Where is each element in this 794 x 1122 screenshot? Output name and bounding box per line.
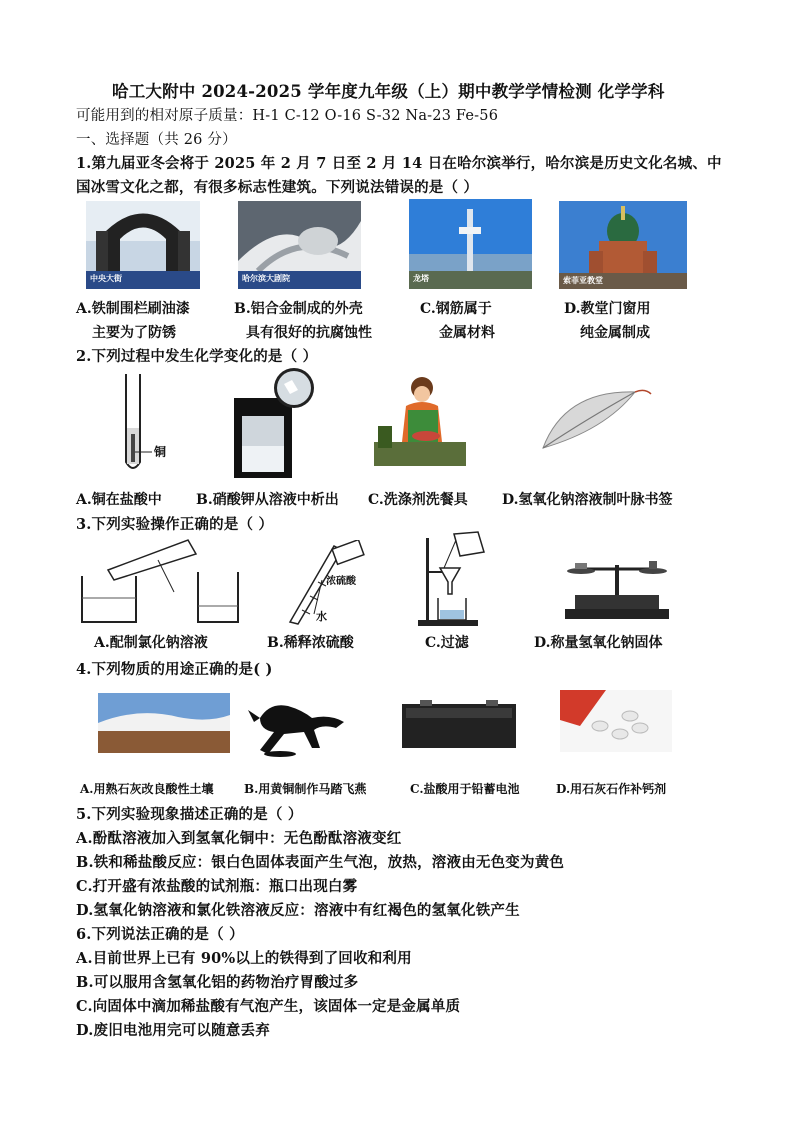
q4-option-b: B.用黄铜制作马踏飞燕: [244, 782, 367, 796]
q1-option-c-line2: 金属材料: [439, 325, 495, 341]
q1-option-a-line2: 主要为了防锈: [92, 325, 176, 341]
q3-water-label: 水: [316, 610, 327, 623]
q1-option-a-line1: A.铁制围栏刷油漆: [76, 301, 190, 317]
q4-stem: 4.下列物质的用途正确的是( ): [76, 661, 273, 678]
q1-image-grand-theatre: [238, 201, 361, 289]
q4-image-flying-horse: [240, 688, 362, 760]
q3-image-prepare-nacl: [78, 536, 243, 624]
q5-stem: 5.下列实验现象描述正确的是（ ）: [76, 806, 303, 823]
q2-image-copper-in-acid: [118, 370, 178, 480]
q4-option-d: D.用石灰石作补钙剂: [556, 782, 667, 796]
q1-tag-d: 索菲亚教堂: [563, 276, 603, 285]
q3-image-balance: [559, 555, 675, 621]
q3-option-c: C.过滤: [425, 635, 469, 651]
q6-option-c: C.向固体中滴加稀盐酸有气泡产生，该固体一定是金属单质: [76, 998, 461, 1015]
q3-option-b: B.稀释浓硫酸: [267, 635, 354, 651]
q2-image-crystallization: [232, 366, 317, 480]
q1-image-dragon-tower: [409, 199, 532, 289]
page-title: 哈工大附中 2024-2025 学年度九年级（上）期中教学学情检测 化学学科: [112, 82, 665, 101]
section-heading: 一、选择题（共 26 分）: [76, 132, 237, 148]
q3-option-a: A.配制氯化钠溶液: [94, 635, 208, 651]
q3-image-filtration: [414, 530, 490, 628]
q2-image-leaf-bookmark: [535, 380, 655, 460]
q3-stem: 3.下列实验操作正确的是（ ）: [76, 516, 274, 533]
q2-image-washing-dishes: [370, 372, 470, 472]
q1-image-central-street: [86, 201, 200, 289]
q5-option-d: D.氢氧化钠溶液和氯化铁溶液反应：溶液中有红褐色的氢氧化铁产生: [76, 902, 520, 919]
q2-copper-label: 铜: [154, 445, 167, 459]
q2-option-d: D.氢氧化钠溶液制叶脉书签: [502, 492, 673, 508]
q2-option-a: A.铜在盐酸中: [76, 492, 162, 508]
q1-option-b-line1: B.铝合金制成的外壳: [234, 301, 363, 317]
q5-option-c: C.打开盛有浓盐酸的试剂瓶：瓶口出现白雾: [76, 878, 358, 895]
q3-image-dilute-acid: [282, 540, 392, 625]
q1-option-d-line2: 纯金属制成: [580, 325, 650, 341]
q2-stem: 2.下列过程中发生化学变化的是（ ）: [76, 348, 318, 365]
q4-option-c: C.盐酸用于铅蓄电池: [410, 782, 520, 796]
q5-option-a: A.酚酞溶液加入到氢氧化铜中：无色酚酞溶液变红: [76, 830, 402, 847]
q6-option-d: D.废旧电池用完可以随意丢弃: [76, 1022, 270, 1039]
q3-acid-label: 浓硫酸: [326, 576, 356, 587]
atomic-masses: 可能用到的相对原子质量：H-1 C-12 O-16 S-32 Na-23 Fe-56: [76, 108, 499, 124]
q4-image-soil: [98, 693, 230, 753]
q1-option-d-line1: D.教堂门窗用: [564, 301, 651, 317]
q6-option-a: A.目前世界上已有 90%以上的铁得到了回收和利用: [76, 950, 412, 967]
q4-image-calcium-pills: [560, 690, 672, 752]
q3-option-d: D.称量氢氧化钠固体: [534, 635, 663, 651]
q4-image-battery: [400, 700, 518, 752]
q6-stem: 6.下列说法正确的是（ ）: [76, 926, 244, 943]
q5-option-b: B.铁和稀盐酸反应：银白色固体表面产生气泡，放热，溶液由无色变为黄色: [76, 854, 565, 871]
q1-tag-b: 哈尔滨大剧院: [242, 274, 290, 283]
q6-option-b: B.可以服用含氢氧化铝的药物治疗胃酸过多: [76, 974, 359, 991]
q1-option-c-line1: C.钢筋属于: [420, 301, 492, 317]
q4-option-a: A.用熟石灰改良酸性土壤: [80, 782, 214, 796]
q1-image-sophia-church: [559, 201, 687, 289]
q1-tag-a: 中央大街: [90, 274, 122, 283]
q1-stem-line2: 国冰雪文化之都，有很多标志性建筑。下列说法错误的是（ ）: [76, 179, 479, 196]
q1-option-b-line2: 具有很好的抗腐蚀性: [246, 325, 372, 341]
q2-option-c: C.洗涤剂洗餐具: [368, 492, 468, 508]
q2-option-b: B.硝酸钾从溶液中析出: [196, 492, 339, 508]
q1-tag-c: 龙塔: [413, 274, 429, 283]
q1-stem-line1: 1.第九届亚冬会将于 2025 年 2 月 7 日至 2 月 14 日在哈尔滨举行，哈尔滨是历史文化名城、中: [76, 155, 722, 172]
